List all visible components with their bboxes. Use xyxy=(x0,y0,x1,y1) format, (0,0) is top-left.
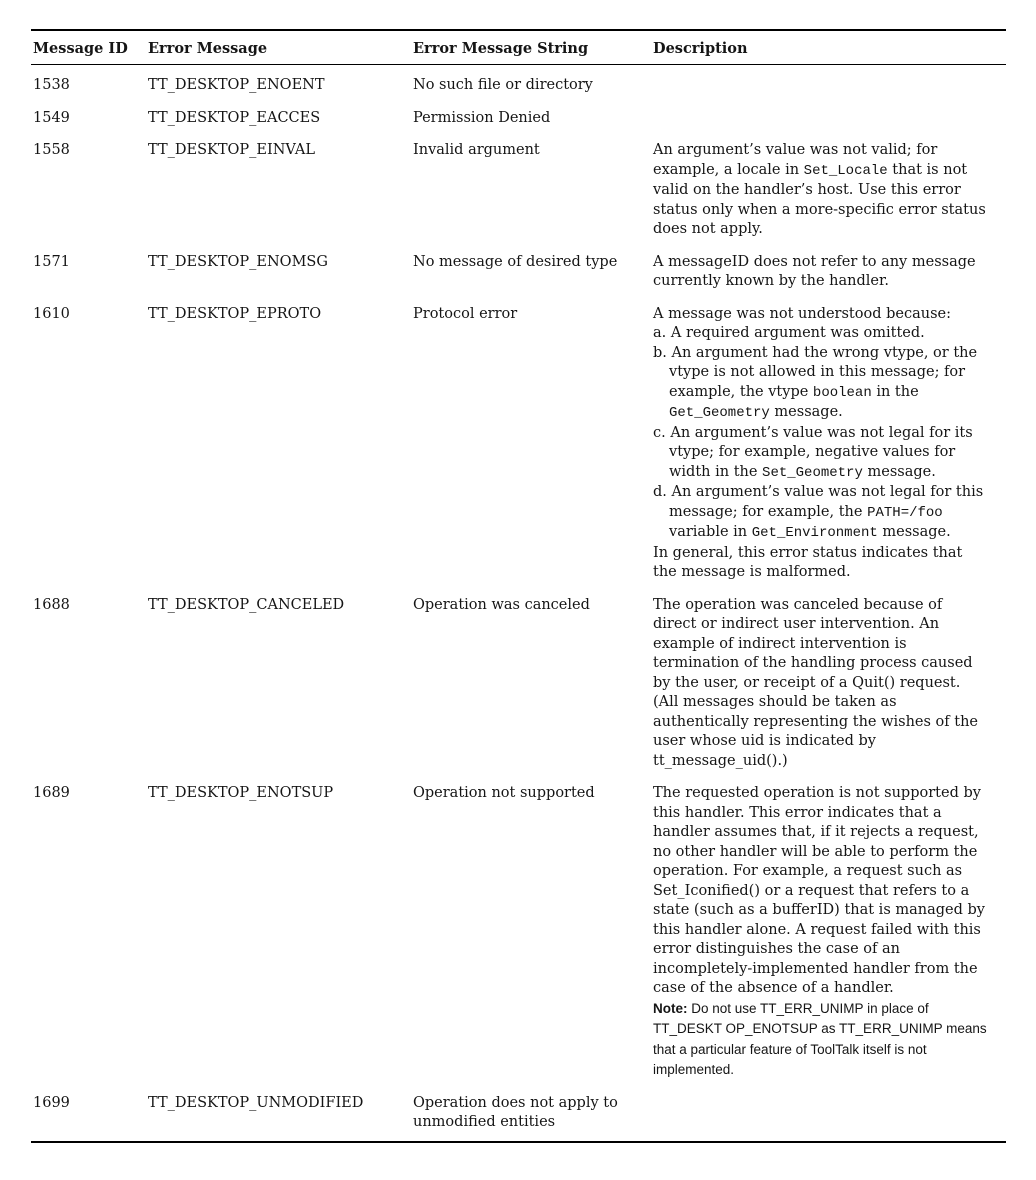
table-row xyxy=(33,596,1006,772)
cell-error-message: TT_DESKTOP_EACCES xyxy=(148,109,321,126)
table-row xyxy=(33,76,1006,96)
cell-error-string: No message of desired type xyxy=(413,253,618,270)
description-text: The requested operation is not supported by this handler. This error indicates that a handler assumes that, if it rejects a request, no other handler will be able to perform the operation. For example, a request such as Set_Iconified() or a request that refers to a state (such as a bufferID) that is managed by this handler alone. A request failed with this error distinguishes the case of an incompletely-implemented handler from the case of the absence of a handler. xyxy=(653,785,985,996)
description-text: An argument’s value was not legal for this message; for example, the xyxy=(669,484,984,520)
cell-error-string: Protocol error xyxy=(413,305,518,322)
list-marker: d. xyxy=(653,484,672,500)
table-row xyxy=(33,253,1006,292)
note-label: Note: xyxy=(653,1000,688,1016)
description-text: The operation was canceled because of direct or indirect user intervention. An example of indirect intervention is termination of the handling process caused by the user, or receipt of a Quit() request. (All messages should be taken as authentically representing the wishes of the user whose uid is indicated by tt_message_uid().) xyxy=(653,596,979,769)
list-marker: c. xyxy=(653,424,671,441)
description-text: A messageID does not refer to any message currently known by the handler. xyxy=(653,253,976,289)
cell-description xyxy=(653,596,1006,772)
cell-description xyxy=(653,76,1006,96)
cell-error-message: TT_DESKTOP_ENOENT xyxy=(148,77,325,93)
description-paragraph xyxy=(653,999,990,1081)
table-row xyxy=(33,109,1006,129)
description-text: A message was not understood because: xyxy=(653,305,951,322)
description-paragraph xyxy=(653,544,990,583)
list-marker: a. xyxy=(653,325,671,341)
description-paragraph xyxy=(653,253,990,292)
header-description: Description xyxy=(653,40,748,57)
description-text: in the xyxy=(871,383,919,400)
cell-error-string: Invalid argument xyxy=(413,142,540,158)
description-list-item xyxy=(653,324,990,344)
cell-message-id: 1549 xyxy=(33,109,70,126)
cell-error-message: TT_DESKTOP_ENOMSG xyxy=(148,253,328,270)
description-text: message. xyxy=(877,524,951,540)
cell-description xyxy=(653,109,1006,129)
header-error-message-string: Error Message String xyxy=(413,40,589,57)
code-text: boolean xyxy=(812,384,872,401)
cell-error-message: TT_DESKTOP_EPROTO xyxy=(148,305,322,322)
cell-description xyxy=(653,305,1006,583)
description-paragraph xyxy=(653,596,990,772)
cell-error-message: TT_DESKTOP_EINVAL xyxy=(148,142,315,158)
cell-error-message: TT_DESKTOP_ENOTSUP xyxy=(148,785,334,801)
description-text: message. xyxy=(769,404,843,420)
description-paragraph xyxy=(653,141,990,240)
cell-message-id: 1558 xyxy=(33,142,70,158)
cell-error-string: Operation was canceled xyxy=(413,596,590,613)
description-text: In general, this error status indicates that the message is malformed. xyxy=(653,544,963,580)
cell-description xyxy=(653,141,1006,240)
cell-message-id: 1689 xyxy=(33,785,70,801)
description-text: variable in xyxy=(669,524,752,540)
cell-message-id: 1688 xyxy=(33,596,70,613)
cell-error-string: Operation does not apply to unmodified entities xyxy=(413,1094,618,1130)
cell-error-string: Operation not supported xyxy=(413,785,595,801)
description-text: A required argument was omitted. xyxy=(670,325,925,341)
code-text: Set_Geometry xyxy=(762,464,863,481)
description-list-item xyxy=(653,344,990,424)
cell-error-string: No such file or directory xyxy=(413,77,593,93)
description-text: An argument’s value was not legal for its vtype; for example, negative values for width in the xyxy=(669,424,973,480)
description-paragraph xyxy=(653,305,990,325)
cell-description xyxy=(653,253,1006,292)
error-message-table xyxy=(31,29,1006,1143)
cell-error-string: Permission Denied xyxy=(413,109,551,126)
header-error-message: Error Message xyxy=(148,40,268,57)
cell-message-id: 1610 xyxy=(33,305,70,322)
cell-error-message: TT_DESKTOP_CANCELED xyxy=(148,596,345,613)
cell-description xyxy=(653,1094,1006,1133)
table-row xyxy=(33,141,1006,240)
description-text: An argument had the wrong vtype, or the vtype is not allowed in this message; for example, the vtype xyxy=(669,344,978,400)
table-row xyxy=(33,1094,1006,1133)
table-header-row xyxy=(31,31,1006,65)
cell-description xyxy=(653,784,1006,1081)
table-row xyxy=(33,305,1006,583)
code-text: Get_Environment xyxy=(751,525,878,541)
description-text: message. xyxy=(862,463,936,480)
code-text: Set_Locale xyxy=(803,162,888,179)
description-paragraph xyxy=(653,784,990,999)
table-row xyxy=(33,784,1006,1081)
note-text: Do not use TT_ERR_UNIMP in place of TT_DESKT OP_ENOTSUP as TT_ERR_UNIMP means that a particular feature of ToolTalk itself is not implemented. xyxy=(653,1000,987,1077)
header-message-id: Message ID xyxy=(33,40,128,57)
description-list-item xyxy=(653,483,990,544)
description-list-item xyxy=(653,424,990,484)
table-body xyxy=(31,65,1006,1141)
cell-error-message: TT_DESKTOP_UNMODIFIED xyxy=(148,1094,364,1111)
description-text: An argument’s value was not valid; for example, a locale in xyxy=(653,142,938,178)
list-marker: b. xyxy=(653,344,672,361)
code-text: Get_Geometry xyxy=(669,405,770,421)
cell-message-id: 1699 xyxy=(33,1094,70,1111)
cell-message-id: 1571 xyxy=(33,253,70,270)
description-text: that is not valid on the handler’s host. Use this error status only when a more-specific error status does not apply. xyxy=(653,161,986,237)
code-text: PATH=/foo xyxy=(867,504,943,521)
cell-message-id: 1538 xyxy=(33,77,70,93)
